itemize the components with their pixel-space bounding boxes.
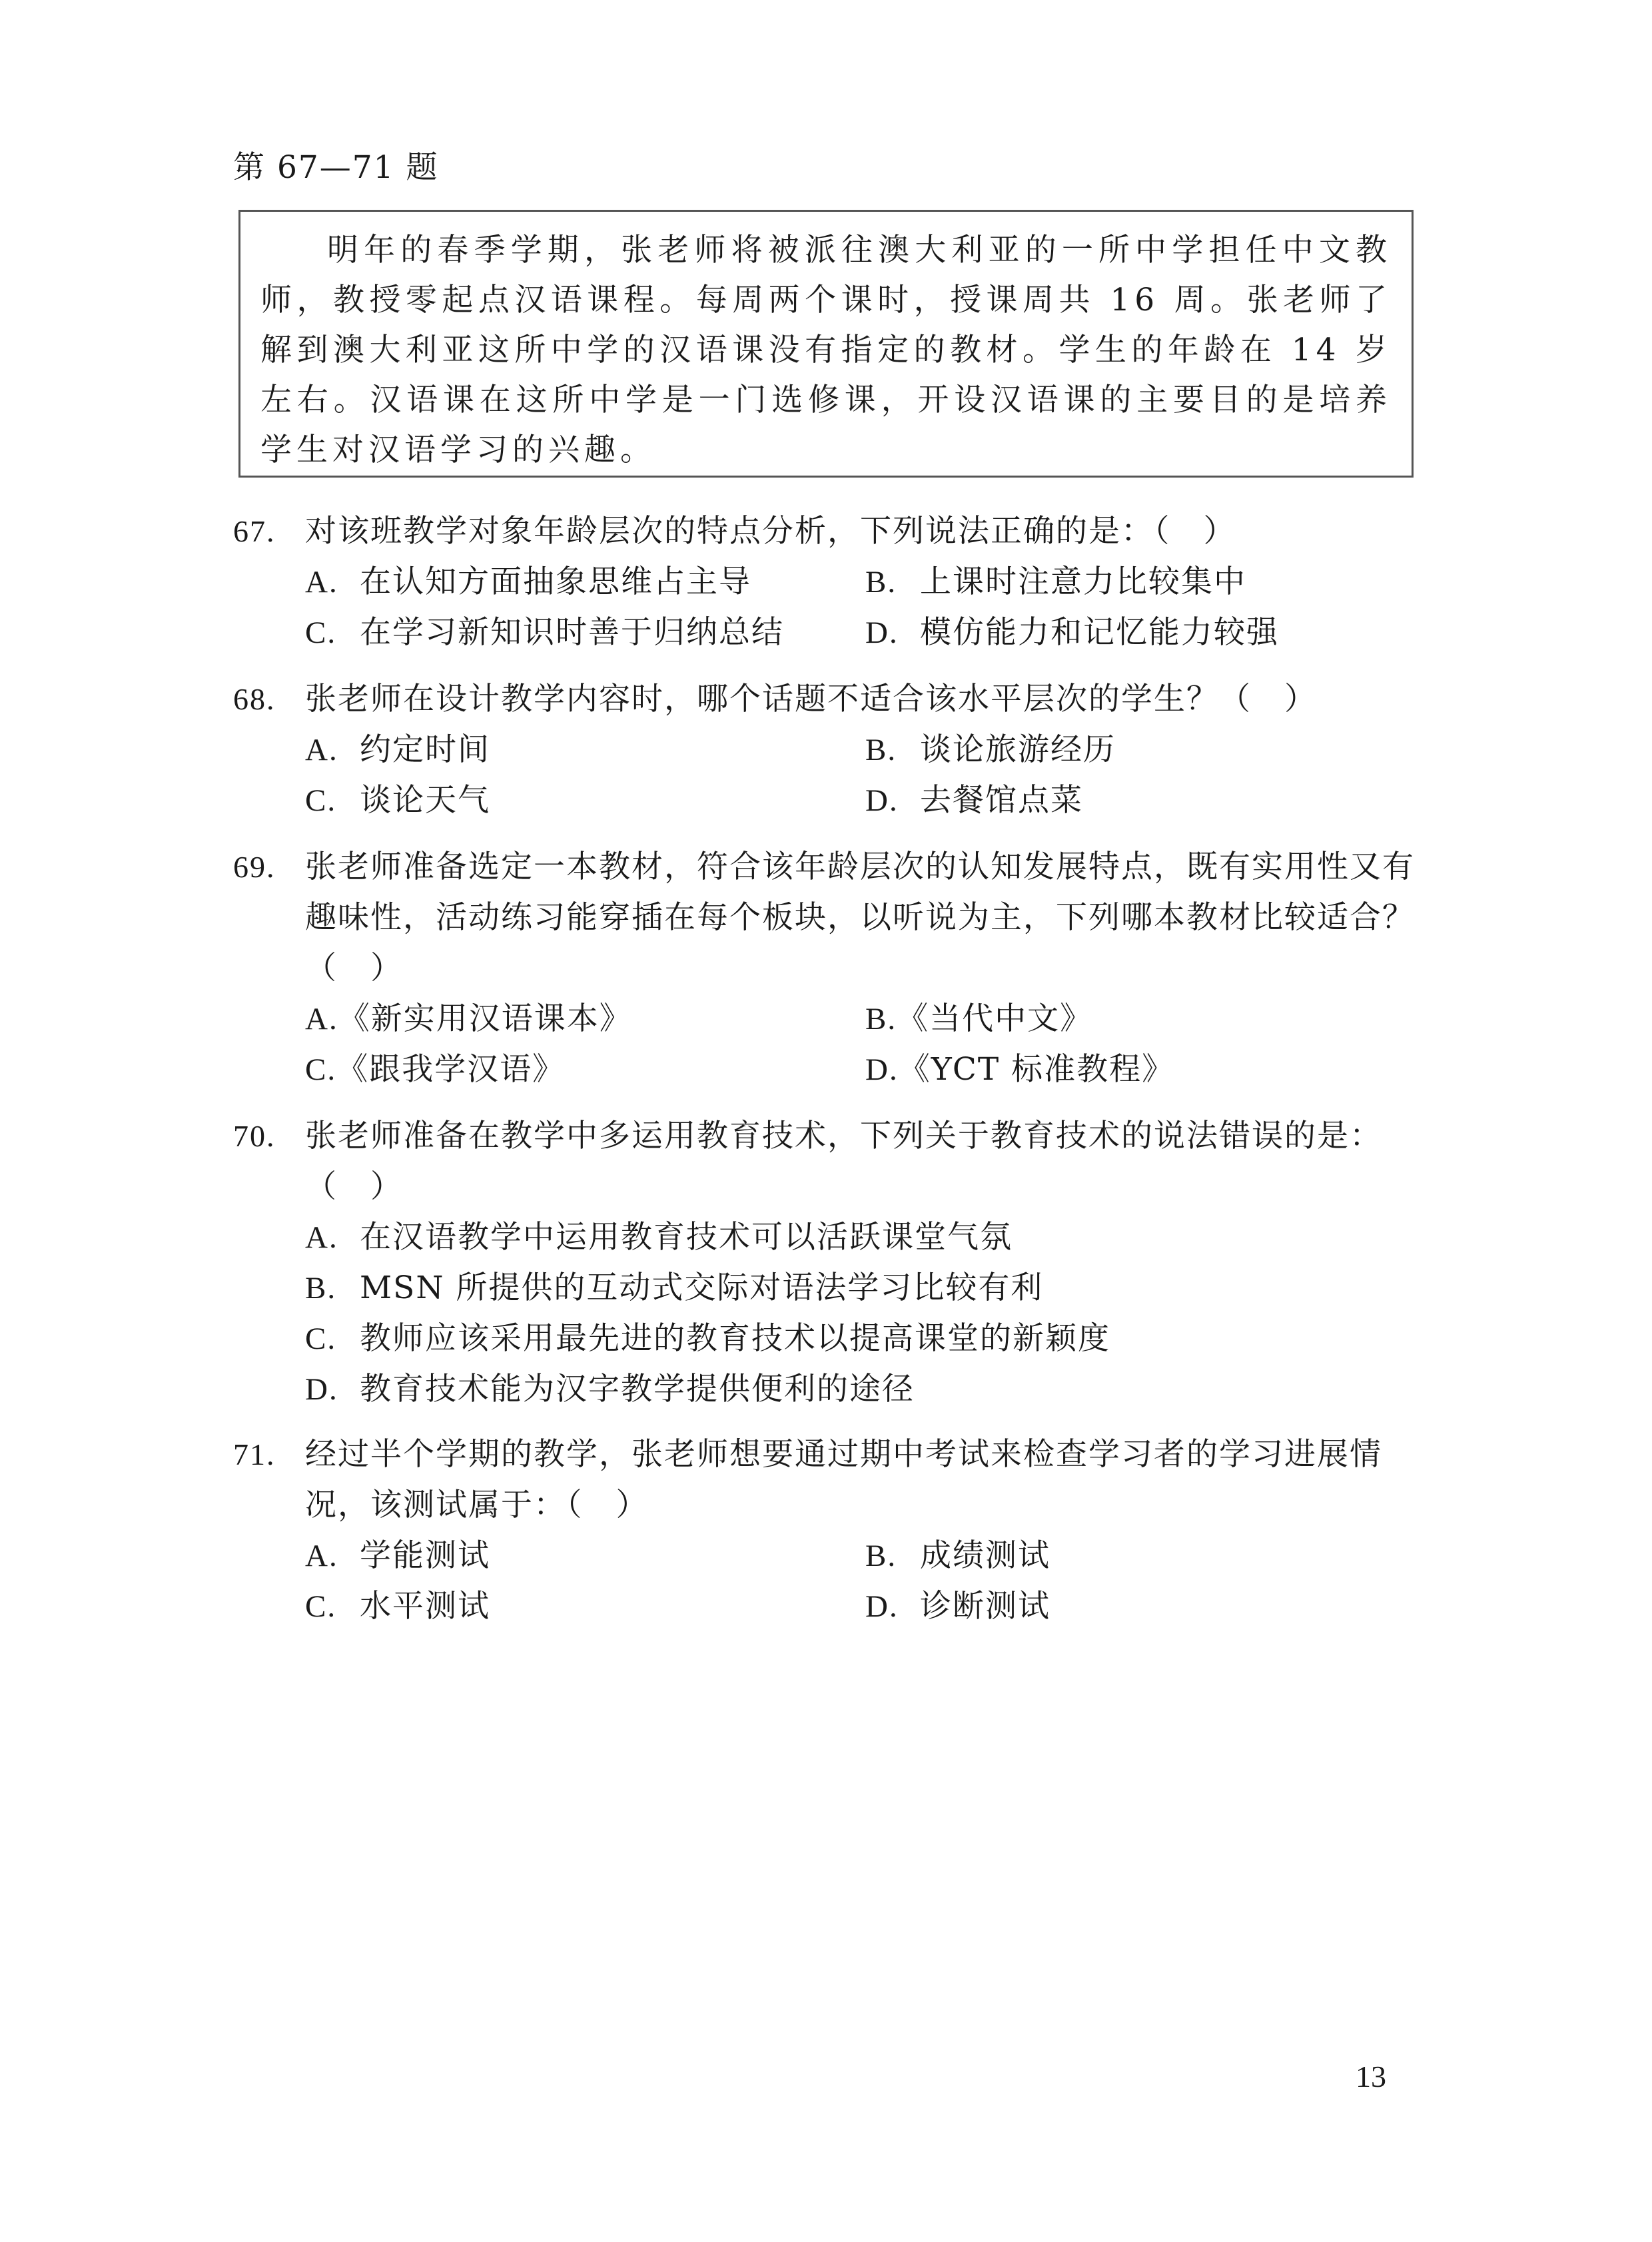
question-stem: [233, 842, 1426, 994]
option-c[interactable]: [305, 607, 865, 658]
options: [233, 557, 1426, 658]
option-b[interactable]: [865, 994, 1426, 1044]
question-stem: [233, 674, 1426, 725]
option-letter: D.: [865, 615, 899, 650]
option-text: 谈论天气: [360, 782, 490, 819]
option-letter: A.: [305, 1539, 338, 1573]
option-text: 诊断测试: [920, 1588, 1050, 1625]
option-letter: A.: [305, 1220, 338, 1255]
option-d[interactable]: [865, 1581, 1426, 1632]
option-c[interactable]: [305, 1044, 865, 1095]
question-text: 张老师准备选定一本教材，符合该年龄层次的认知发展特点，既有实用性又有趣味性，活动练习能穿插在每个板块，以听说为主，下列哪本教材比较适合？（ ）: [305, 849, 1415, 986]
option-letter: A.: [305, 1002, 338, 1036]
question-stem: [233, 1111, 1426, 1212]
option-text: 谈论旅游经历: [920, 731, 1116, 768]
options: [233, 994, 1426, 1095]
question-stem: [233, 506, 1426, 557]
option-letter: D.: [865, 1589, 899, 1624]
option-letter: B.: [865, 1539, 897, 1573]
option-b[interactable]: [865, 725, 1426, 775]
option-text: 教育技术能为汉字教学提供便利的途径: [360, 1371, 915, 1407]
option-d[interactable]: [305, 1364, 1426, 1415]
option-letter: B.: [865, 733, 897, 767]
option-b[interactable]: [865, 557, 1426, 607]
option-text: MSN 所提供的互动式交际对语法学习比较有利: [360, 1270, 1044, 1306]
option-text: 《跟我学汉语》: [336, 1051, 566, 1088]
question-number: 71.: [233, 1437, 276, 1471]
question-text: 张老师在设计教学内容时，哪个话题不适合该水平层次的学生？（ ）: [305, 681, 1317, 717]
option-letter: C.: [305, 1321, 337, 1356]
option-text: 教师应该采用最先进的教育技术以提高课堂的新颖度: [360, 1320, 1110, 1357]
option-letter: A.: [305, 565, 338, 599]
option-letter: B.: [865, 1002, 897, 1036]
option-b[interactable]: [305, 1263, 1426, 1313]
option-c[interactable]: [305, 1581, 865, 1632]
page-number: 13: [1356, 2059, 1386, 2093]
question-number: 67.: [233, 514, 276, 548]
option-text: 《新实用汉语课本》: [338, 1000, 632, 1037]
question-text: 经过半个学期的教学，张老师想要通过期中考试来检查学习者的学习进展情况，该测试属于：（ ）: [305, 1436, 1382, 1523]
option-text: 上课时注意力比较集中: [920, 563, 1246, 600]
option-text: 在认知方面抽象思维占主导: [360, 563, 751, 600]
option-text: 在学习新知识时善于归纳总结: [360, 614, 784, 651]
passage-box: [238, 210, 1414, 478]
option-a[interactable]: [305, 1531, 865, 1581]
option-letter: C.: [305, 783, 337, 818]
option-letter: C.: [305, 1589, 337, 1624]
option-text: 成绩测试: [920, 1537, 1050, 1574]
option-letter: D.: [865, 1052, 899, 1087]
option-a[interactable]: [305, 1212, 1426, 1263]
option-text: 约定时间: [360, 731, 490, 768]
question-69: [233, 842, 1426, 1095]
question-number: 69.: [233, 850, 276, 884]
question-number: 68.: [233, 682, 276, 716]
option-text: 去餐馆点菜: [920, 782, 1083, 819]
option-letter: B.: [865, 565, 897, 599]
option-c[interactable]: [305, 1313, 1426, 1364]
option-d[interactable]: [865, 607, 1426, 658]
option-a[interactable]: [305, 994, 865, 1044]
option-a[interactable]: [305, 557, 865, 607]
option-letter: D.: [305, 1372, 338, 1407]
option-letter: B.: [305, 1271, 337, 1306]
options: [233, 1531, 1426, 1632]
option-d[interactable]: [865, 1044, 1426, 1095]
option-c[interactable]: [305, 775, 865, 826]
option-letter: C.: [305, 1052, 337, 1087]
question-68: [233, 674, 1426, 826]
question-71: [233, 1429, 1426, 1632]
option-letter: A.: [305, 733, 338, 767]
question-stem: [233, 1429, 1426, 1531]
question-number: 70.: [233, 1119, 276, 1153]
option-text: 《当代中文》: [897, 1000, 1093, 1037]
question-67: [233, 506, 1426, 658]
option-letter: C.: [305, 615, 337, 650]
option-text: 模仿能力和记忆能力较强: [920, 614, 1279, 651]
option-text: 水平测试: [360, 1588, 490, 1625]
question-text: 对该班教学对象年龄层次的特点分析，下列说法正确的是：（ ）: [305, 513, 1236, 550]
option-b[interactable]: [865, 1531, 1426, 1581]
options: [233, 1212, 1426, 1415]
options: [233, 725, 1426, 826]
option-text: 在汉语教学中运用教育技术可以活跃课堂气氛: [360, 1219, 1013, 1256]
question-text: 张老师准备在教学中多运用教育技术，下列关于教育技术的说法错误的是：（ ）: [305, 1118, 1382, 1205]
option-d[interactable]: [865, 775, 1426, 826]
option-text: 《YCT 标准教程》: [898, 1051, 1175, 1088]
option-text: 学能测试: [360, 1537, 490, 1574]
question-70: [233, 1111, 1426, 1415]
section-title: 第 67—71 题: [233, 149, 439, 186]
passage-text: 明年的春季学期，张老师将被派往澳大利亚的一所中学担任中文教师，教授零起点汉语课程。每周两个课时，授课周共 16 周。张老师了解到澳大利亚这所中学的汉语课没有指定的教材。学生的年龄在 14 岁左右。汉语课在这所中学是一门选修课，开设汉语课的主要目的是培养学生对汉语学习的兴趣。: [260, 232, 1392, 468]
option-a[interactable]: [305, 725, 865, 775]
option-letter: D.: [865, 783, 899, 818]
